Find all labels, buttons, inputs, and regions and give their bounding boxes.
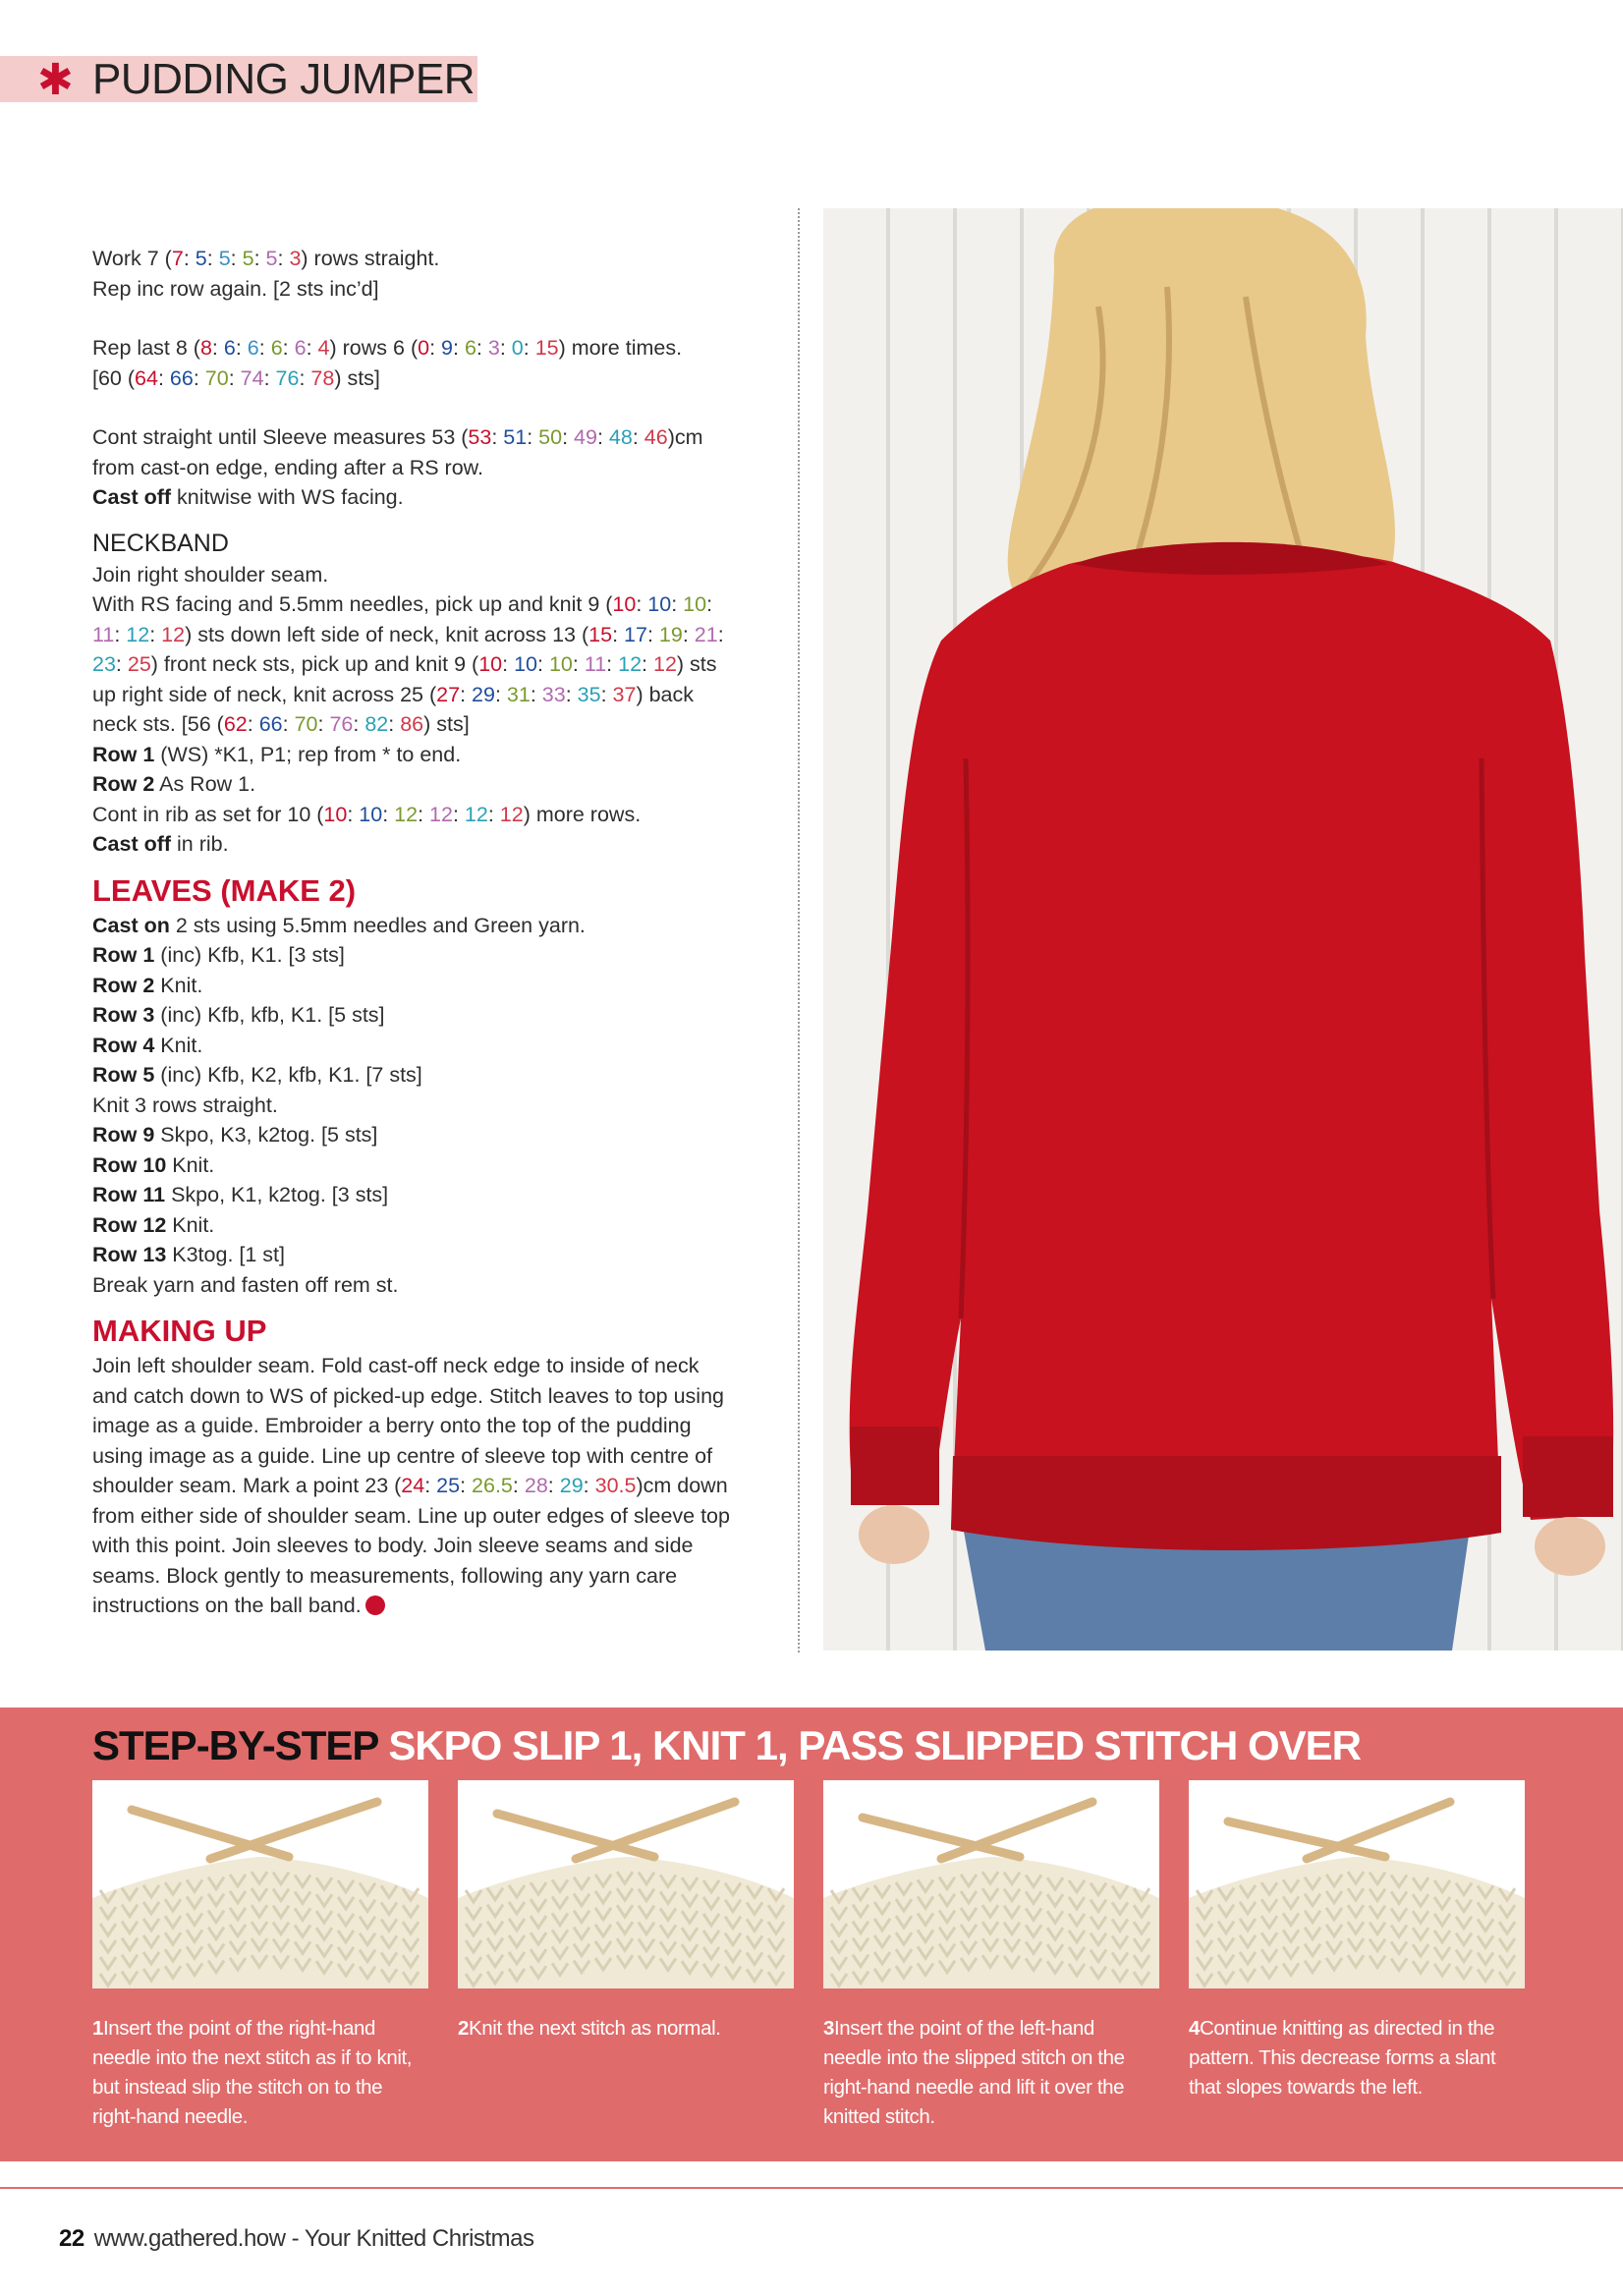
neckband-line-2: With RS facing and 5.5mm needles, pick up and knit 9 (10: 10: 10:: [92, 592, 713, 616]
leaves-row: Row 3 (inc) Kfb, kfb, K1. [5 sts]: [92, 1003, 385, 1027]
page-number: 22: [59, 2225, 84, 2252]
sleeve-line-3: Rep last 8 (8: 6: 6: 6: 6: 4) rows 6 (0: 9: 6: 3: 0: 15) more times.: [92, 336, 683, 360]
leaves-row: Row 9 Skpo, K3, k2tog. [5 sts]: [92, 1123, 378, 1147]
making-up-line-9: instructions on the ball band.: [92, 1591, 780, 1621]
column-divider: [798, 208, 800, 1652]
step-1-caption: 1Insert the point of the right-hand needle into the next stitch as if to knit, but instead slip the stitch on to the right-hand needle.: [92, 2017, 413, 2128]
footer-text: www.gathered.how - Your Knitted Christmas: [93, 2225, 534, 2252]
sleeve-line-6: from cast-on edge, ending after a RS row.: [92, 455, 483, 479]
footer-rule: [0, 2187, 1623, 2189]
step-3-photo: [823, 1780, 1159, 1988]
sleeve-castoff: Cast off knitwise with WS facing.: [92, 485, 404, 509]
making-up-line-1: Join left shoulder seam. Fold cast-off neck edge to inside of neck: [92, 1354, 700, 1377]
neckband-line-7: Cont in rib as set for 10 (10: 10: 12: 12: 12: 12) more rows.: [92, 802, 642, 826]
leaves-heading: LEAVES (MAKE 2): [92, 872, 357, 908]
step-2-caption: 2Knit the next stitch as normal.: [458, 2017, 721, 2040]
making-up-line-7: with this point. Join sleeves to body. Join sleeve seams and side: [92, 1534, 694, 1557]
sweater-photo: [823, 208, 1623, 1651]
neckband-line-3: 11: 12: 12) sts down left side of neck, knit across 13 (15: 17: 19: 21:: [92, 622, 724, 646]
yarn-ball-icon: [365, 1596, 385, 1615]
neckband-line-4: 23: 25) front neck sts, pick up and knit 9 (10: 10: 10: 11: 12: 12) sts: [92, 652, 717, 676]
step-by-step-title: STEP-BY-STEP SKPO SLIP 1, KNIT 1, PASS SLIPPED STITCH OVER: [92, 1722, 1361, 1768]
step-3-caption: 3Insert the point of the left-hand needle into the slipped stitch on the right-hand needle and lift it over the knitted stitch.: [823, 2017, 1125, 2128]
neckband-castoff: Cast off in rib.: [92, 832, 229, 856]
leaves-row: Row 4 Knit.: [92, 1033, 203, 1057]
leaves-row: Knit 3 rows straight.: [92, 1092, 278, 1117]
making-up-line-8: seams. Block gently to measurements, following any yarn care: [92, 1563, 678, 1588]
page-title: PUDDING JUMPER: [92, 55, 476, 103]
neckband-line-6: neck sts. [56 (62: 66: 70: 76: 82: 86) sts]: [92, 712, 470, 736]
leaves-rows: [92, 911, 780, 1301]
neckband-row-1: Row 1 (WS) *K1, P1; rep from * to end.: [92, 742, 462, 766]
step-2-photo: [458, 1780, 794, 1988]
making-up-line-2: and catch down to WS of picked-up edge. Stitch leaves to top using: [92, 1383, 724, 1408]
making-up-heading: MAKING UP: [92, 1314, 267, 1348]
sleeve-line-4: [60 (64: 66: 70: 74: 76: 78) sts]: [92, 365, 380, 390]
leaves-row: Break yarn and fasten off rem st.: [92, 1272, 399, 1297]
leaves-row: Row 13 K3tog. [1 st]: [92, 1243, 285, 1266]
making-up-line-4: using image as a guide. Line up centre of sleeve top with centre of: [92, 1443, 713, 1468]
pattern-column: [92, 244, 780, 1621]
sleeve-line-2: Rep inc row again. [2 sts inc’d]: [92, 276, 379, 301]
step-1-photo: [92, 1780, 428, 1988]
step-4-caption: 4Continue knitting as directed in the pattern. This decrease forms a slant that slopes towards the left.: [1189, 2017, 1496, 2099]
neckband-heading: NECKBAND: [92, 529, 229, 557]
sleeve-line-1: Work 7 (7: 5: 5: 5: 5: 3) rows straight.: [92, 247, 440, 270]
making-up-line-5: shoulder seam. Mark a point 23 (24: 25: 26.5: 28: 29: 30.5)cm down: [92, 1474, 728, 1497]
asterisk-flower-icon: ✱: [37, 56, 74, 104]
leaves-row: Row 10 Knit.: [92, 1152, 215, 1177]
making-up-line-6: from either side of shoulder seam. Line up outer edges of sleeve top: [92, 1503, 730, 1528]
leaves-row: Cast on 2 sts using 5.5mm needles and Green yarn.: [92, 913, 586, 937]
neckband-row-2: Row 2 As Row 1.: [92, 772, 256, 796]
neckband-line-1: Join right shoulder seam.: [92, 562, 329, 587]
leaves-row: Row 5 (inc) Kfb, K2, kfb, K1. [7 sts]: [92, 1063, 422, 1087]
leaves-row: Row 1 (inc) Kfb, K1. [3 sts]: [92, 943, 345, 967]
sleeve-line-5: Cont straight until Sleeve measures 53 (53: 51: 50: 49: 48: 46)cm: [92, 425, 703, 449]
leaves-row: Row 12 Knit.: [92, 1212, 215, 1237]
step-4-photo: [1189, 1780, 1525, 1988]
neckband-line-5: up right side of neck, knit across 25 (27: 29: 31: 33: 35: 37) back: [92, 682, 695, 706]
leaves-row: Row 2 Knit.: [92, 973, 203, 997]
footer: [59, 2224, 533, 2254]
leaves-row: Row 11 Skpo, K1, k2tog. [3 sts]: [92, 1183, 389, 1206]
red-jumper: [850, 551, 1613, 1550]
making-up-line-3: image as a guide. Embroider a berry onto the top of the pudding: [92, 1414, 692, 1437]
